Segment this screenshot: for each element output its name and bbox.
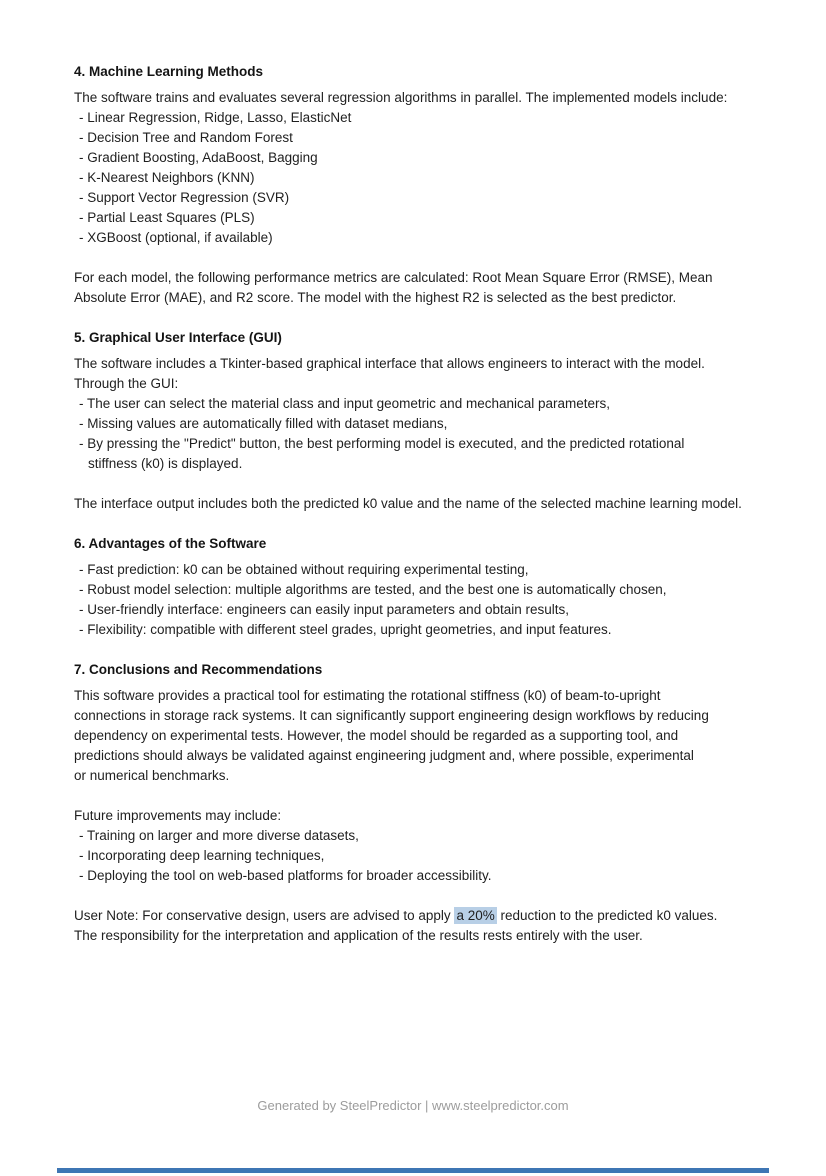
text-line: connections in storage rack systems. It can significantly support engineering design workflows by reducing [74,708,709,723]
paragraph [74,686,770,786]
paragraph [74,806,770,826]
text-segment: User Note: For conservative design, users are advised to apply [74,908,455,923]
document-section [74,660,770,946]
paragraph [74,88,770,108]
bullet-line: - Flexibility: compatible with different steel grades, upright geometries, and input features. [79,622,612,637]
bullet-line: - Missing values are automatically filled with dataset medians, [79,416,448,431]
bullet-line: - The user can select the material class and input geometric and mechanical parameters, [79,396,611,411]
text-line: dependency on experimental tests. However, the model should be regarded as a supporting tool, and [74,728,679,743]
paragraph [74,268,770,308]
document-section [74,534,770,640]
bullet-line: - Incorporating deep learning techniques, [79,848,325,863]
section-heading: 6. Advantages of the Software [74,536,267,551]
bullet-line: - Linear Regression, Ridge, Lasso, ElasticNet [79,110,352,125]
document-section [74,62,770,308]
section-heading: 4. Machine Learning Methods [74,64,264,79]
bullet-line: - Robust model selection: multiple algorithms are tested, and the best one is automatically chosen, [79,582,667,597]
bullet-line: - Support Vector Regression (SVR) [79,190,290,205]
bullet-line: - Fast prediction: k0 can be obtained without requiring experimental testing, [79,562,529,577]
text-line: The interface output includes both the predicted k0 value and the name of the selected machine learning model. [74,496,742,511]
section-heading: 5. Graphical User Interface (GUI) [74,330,282,345]
text-line: Through the GUI: [74,376,179,391]
text-line: or numerical benchmarks. [74,768,230,783]
bullet-list [74,394,770,474]
highlighted-text: a 20% [456,908,495,923]
paragraph [74,906,770,946]
text-line: predictions should always be validated against engineering judgment and, where possible, experimental [74,748,694,763]
bullet-list [74,560,770,640]
footer-accent-bar [57,1168,769,1173]
bullet-line: - User-friendly interface: engineers can easily input parameters and obtain results, [79,602,569,617]
paragraph [74,354,770,394]
text-line: For each model, the following performance metrics are calculated: Root Mean Square Error (RMSE), Mean [74,270,713,285]
bullet-line: - Partial Least Squares (PLS) [79,210,255,225]
text-line: The software trains and evaluates several regression algorithms in parallel. The implemented models include: [74,90,728,105]
bullet-line: - Deploying the tool on web-based platforms for broader accessibility. [79,868,492,883]
bullet-line: - K-Nearest Neighbors (KNN) [79,170,255,185]
document-section [74,328,770,514]
bullet-list [74,108,770,248]
text-line: Future improvements may include: [74,808,282,823]
bullet-line: - XGBoost (optional, if available) [79,230,273,245]
text-line [74,906,770,926]
bullet-line: - By pressing the "Predict" button, the best performing model is executed, and the predicted rotational [79,436,685,451]
text-line: The software includes a Tkinter-based graphical interface that allows engineers to interact with the model. [74,356,705,371]
bullet-line: - Training on larger and more diverse datasets, [79,828,359,843]
paragraph [74,494,770,514]
text-line: This software provides a practical tool for estimating the rotational stiffness (k0) of beam-to-upright [74,688,661,703]
bullet-line: stiffness (k0) is displayed. [88,456,243,471]
bullet-line: - Decision Tree and Random Forest [79,130,293,145]
text-segment: reduction to the predicted k0 values. [496,908,718,923]
bullet-list [74,826,770,886]
footer-text: Generated by SteelPredictor | www.steelpredictor.com [257,1098,569,1113]
bullet-line: - Gradient Boosting, AdaBoost, Bagging [79,150,318,165]
text-line: Absolute Error (MAE), and R2 score. The model with the highest R2 is selected as the best predictor. [74,290,677,305]
page-footer [0,1097,826,1115]
text-line: The responsibility for the interpretation and application of the results rests entirely with the user. [74,928,643,943]
section-heading: 7. Conclusions and Recommendations [74,662,323,677]
